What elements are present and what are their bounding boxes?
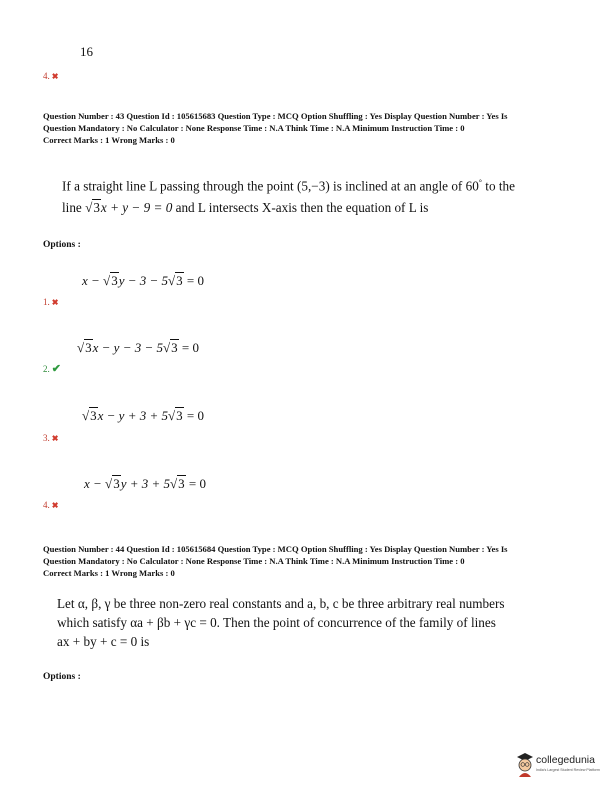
question-text-line	[62, 172, 562, 197]
option-number: 1.	[43, 297, 50, 307]
option-2-label	[43, 364, 61, 375]
point-expression: (5,−3)	[297, 178, 330, 194]
option-4-math	[84, 476, 206, 492]
question-44-metadata	[43, 543, 583, 579]
wrong-x-icon: ✖	[51, 501, 59, 510]
math-segment: = 0	[183, 408, 204, 423]
meta-line: Question Number : 44 Question Id : 105615684 Question Type : MCQ Option Shuffling : Yes Display Question Number : Yes Is	[43, 544, 508, 554]
sqrt-expression: √3	[82, 408, 97, 423]
math-segment: x − y − 3 − 5	[92, 340, 163, 355]
meta-line: Question Mandatory : No Calculator : None Response Time : N.A Think Time : N.A Minimum Instruction Time : 0	[43, 556, 465, 566]
meta-line: Correct Marks : 1 Wrong Marks : 0	[43, 135, 175, 145]
meta-line: Question Number : 43 Question Id : 105615683 Question Type : MCQ Option Shuffling : Yes Display Question Number : Yes Is	[43, 111, 508, 121]
radicand: 3	[85, 340, 92, 355]
wrong-x-icon: ✖	[51, 434, 59, 443]
sqrt-expression: √3	[168, 408, 183, 423]
math-segment: y − 3 − 5	[118, 273, 169, 288]
radicand: 3	[176, 408, 183, 423]
logo-name: collegedunia	[536, 754, 595, 766]
option-number: 2.	[43, 364, 50, 374]
option-1-label	[43, 298, 58, 307]
meta-line: Correct Marks : 1 Wrong Marks : 0	[43, 568, 175, 578]
sqrt-expression: √3	[103, 273, 118, 288]
sqrt-expression: √3	[105, 476, 120, 491]
math-segment: x −	[84, 476, 106, 491]
radicand: 3	[111, 273, 118, 288]
text-segment: line	[62, 200, 82, 216]
question-43-text	[62, 172, 562, 219]
text-segment: is inclined at an angle of 60	[333, 178, 479, 194]
math-segment: x − y + 3 + 5	[97, 408, 168, 423]
math-segment: x −	[82, 273, 104, 288]
math-segment: = 0	[185, 476, 206, 491]
sqrt-expression: √3	[77, 340, 92, 355]
line-equation: x + y − 9 = 0	[100, 200, 173, 216]
meta-line: Question Mandatory : No Calculator : None Response Time : N.A Think Time : N.A Minimum Instruction Time : 0	[43, 123, 465, 133]
option-4-label	[43, 501, 58, 510]
options-label: Options :	[43, 240, 81, 250]
radicand: 3	[171, 340, 178, 355]
previous-option-value: 16	[80, 44, 93, 59]
question-text-line: which satisfy αa + βb + γc = 0. Then the point of concurrence of the family of lines	[57, 615, 496, 630]
collegedunia-logo	[516, 752, 608, 782]
question-44-text	[57, 594, 557, 651]
math-segment: = 0	[183, 273, 204, 288]
previous-option-label	[43, 72, 58, 81]
question-43-metadata	[43, 110, 583, 146]
text-segment: and L intersects X-axis then the equation of L is	[175, 200, 429, 216]
option-number: 3.	[43, 433, 50, 443]
wrong-x-icon: ✖	[51, 298, 59, 307]
question-text-line: ax + by + c = 0 is	[57, 634, 150, 649]
option-3-math	[82, 408, 204, 424]
options-label: Options :	[43, 672, 81, 682]
sqrt-expression: √3	[170, 476, 185, 491]
option-2-math	[77, 340, 199, 356]
option-1-math	[82, 273, 204, 289]
math-segment: y + 3 + 5	[120, 476, 171, 491]
sqrt-expression: √3	[85, 200, 100, 216]
text-segment: If a straight line L passing through the point	[62, 178, 294, 194]
radicand: 3	[93, 200, 100, 216]
text-segment: to the	[485, 178, 515, 194]
logo-tagline: India's Largest Student Review Platform	[536, 768, 600, 772]
option-number: 4.	[43, 500, 50, 510]
radicand: 3	[113, 476, 120, 491]
graduate-mascot-icon	[516, 752, 534, 778]
correct-check-icon: ✔	[51, 363, 61, 375]
radicand: 3	[176, 273, 183, 288]
sqrt-expression: √3	[168, 273, 183, 288]
degree-symbol: °	[478, 178, 482, 187]
option-3-label	[43, 434, 58, 443]
radicand: 3	[90, 408, 97, 423]
sqrt-expression: √3	[163, 340, 178, 355]
math-segment: = 0	[178, 340, 199, 355]
option-number: 4.	[43, 71, 50, 81]
wrong-x-icon: ✖	[51, 72, 59, 81]
question-text-line	[62, 197, 562, 219]
question-text-line: Let α, β, γ be three non-zero real constants and a, b, c be three arbitrary real numbers	[57, 596, 505, 611]
radicand: 3	[178, 476, 185, 491]
